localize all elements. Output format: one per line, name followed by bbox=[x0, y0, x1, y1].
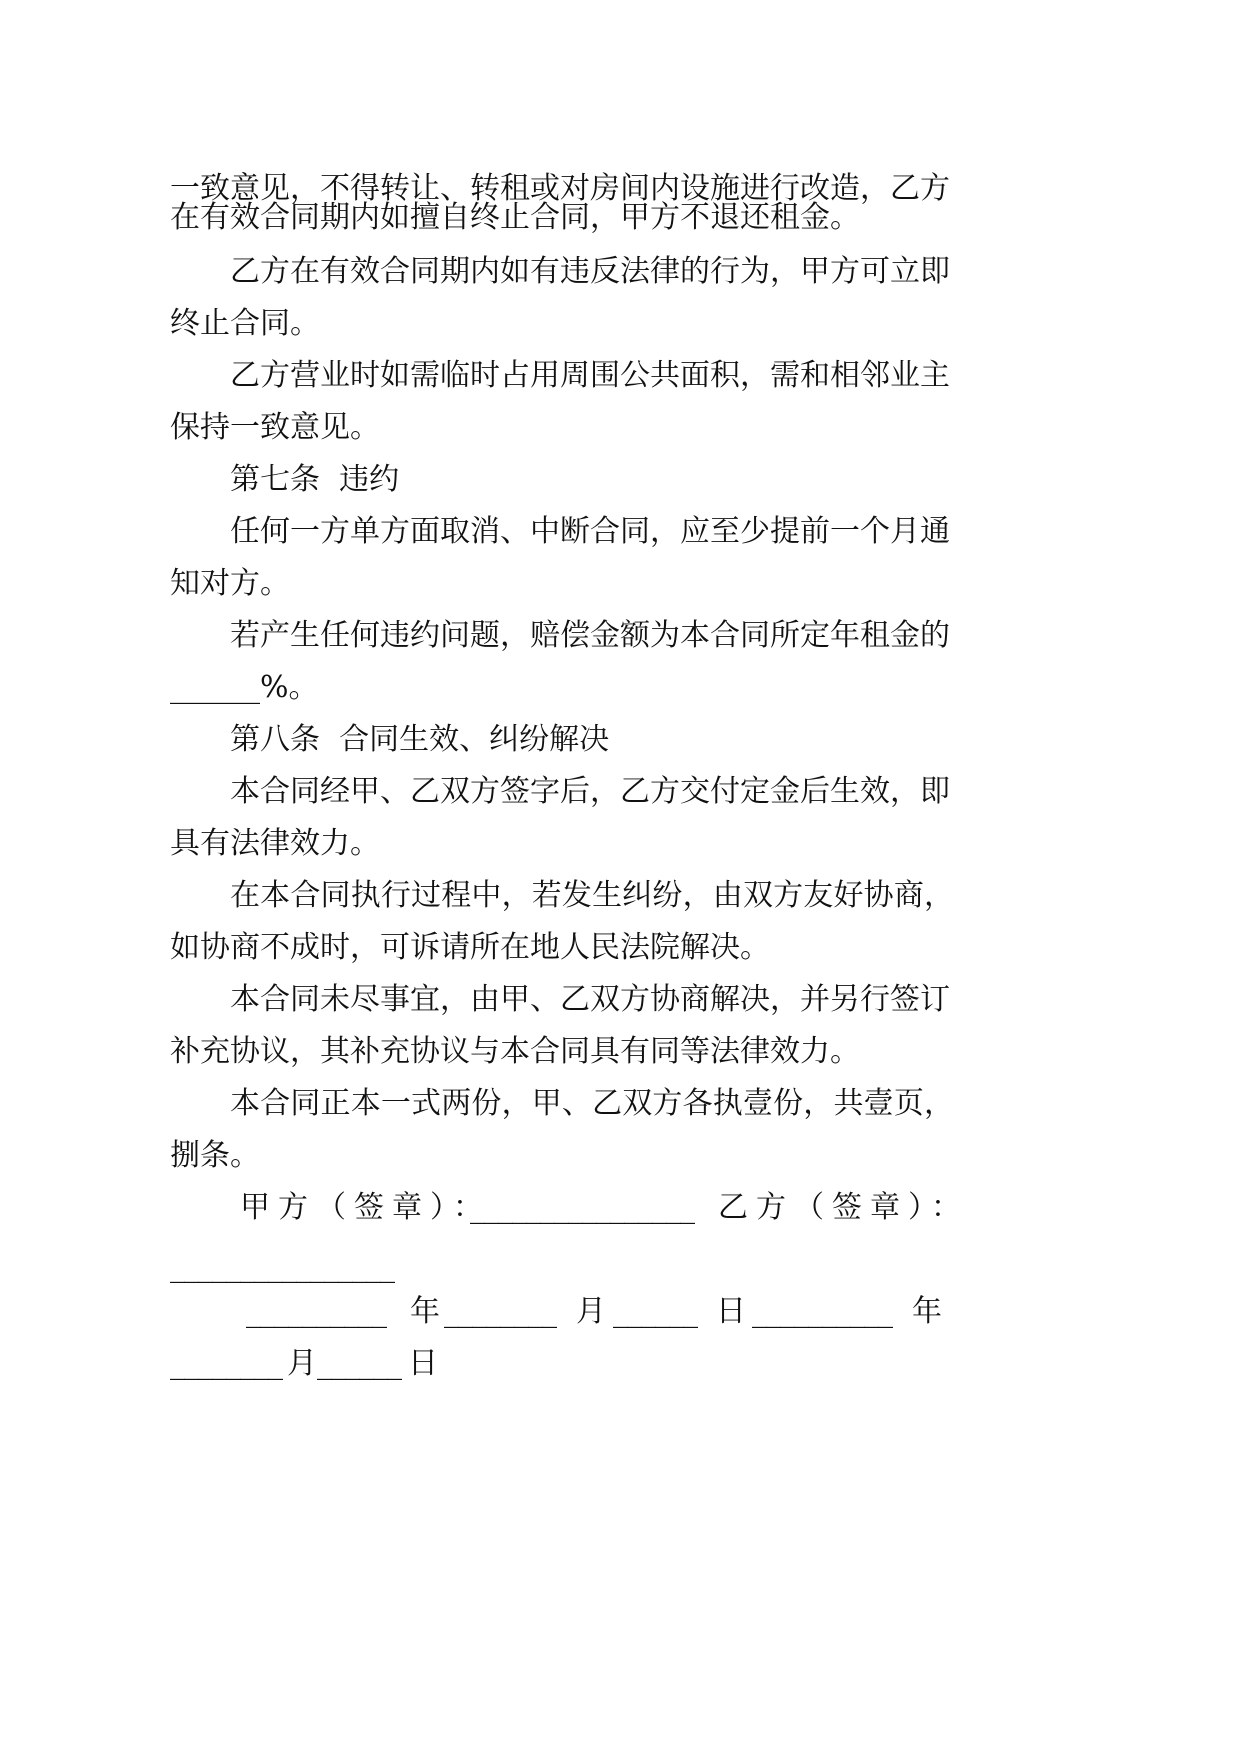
article-heading-text: 第七条 违约 bbox=[230, 462, 400, 497]
party-b-year-label: 年 bbox=[912, 1294, 942, 1329]
text-line bbox=[0, 1023, 1241, 1081]
party-b-month-label: 月 bbox=[287, 1346, 317, 1381]
text-line bbox=[0, 815, 1241, 873]
text-line bbox=[0, 919, 1241, 977]
text-line-content: 知对方。 bbox=[170, 566, 290, 601]
text-line-content: 本合同正本一式两份，甲、乙双方各执壹份，共壹页， bbox=[230, 1086, 954, 1121]
text-line-content: 捌条。 bbox=[170, 1138, 260, 1173]
text-line-content: 具有法律效力。 bbox=[170, 826, 380, 861]
party-a-month-label: 月 bbox=[576, 1294, 606, 1329]
text-line-content: 若产生任何违约问题，赔偿金额为本合同所定年租金的 bbox=[230, 618, 950, 653]
party-b-year-blank: __________ bbox=[752, 1294, 892, 1329]
article-heading bbox=[0, 451, 1241, 509]
text-line bbox=[0, 971, 1241, 1029]
party-b-signature-blank: ________________ bbox=[170, 1249, 394, 1284]
party-a-day-blank: ______ bbox=[613, 1294, 697, 1329]
text-line bbox=[0, 555, 1241, 613]
text-line-content: 乙方在有效合同期内如有违反法律的行为，甲方可立即 bbox=[230, 254, 950, 289]
text-line bbox=[0, 867, 1241, 925]
text-line-content: 一致意见，不得转让、转租或对房间内设施进行改造，乙方 bbox=[170, 171, 950, 206]
date-line-continued bbox=[0, 1335, 1241, 1393]
text-line-content: 补充协议，其补充协议与本合同具有同等法律效力。 bbox=[170, 1034, 860, 1069]
text-line-content: 在有效合同期内如擅自终止合同，甲方不退还租金。 bbox=[170, 200, 860, 235]
article-heading bbox=[0, 711, 1241, 769]
text-line-content: 乙方营业时如需临时占用周围公共面积，需和相邻业主 bbox=[230, 358, 950, 393]
text-line-content: 任何一方单方面取消、中断合同，应至少提前一个月通 bbox=[230, 514, 950, 549]
text-line bbox=[0, 347, 1241, 405]
text-line-content: 保持一致意见。 bbox=[170, 410, 380, 445]
text-line bbox=[0, 503, 1241, 561]
text-line bbox=[0, 1075, 1241, 1133]
text-line-content: 在本合同执行过程中，若发生纠纷，由双方友好协商， bbox=[230, 878, 954, 913]
party-a-signature-label: 甲方（签章）： bbox=[240, 1190, 491, 1225]
date-line bbox=[0, 1283, 1241, 1341]
party-a-year-blank: __________ bbox=[246, 1294, 386, 1329]
signature-line bbox=[0, 1179, 1241, 1237]
percentage-blank: ______%。 bbox=[170, 670, 319, 705]
party-a-year-label: 年 bbox=[410, 1294, 440, 1329]
party-a-day-label: 日 bbox=[716, 1294, 746, 1329]
article-heading-text: 第八条 合同生效、纠纷解决 bbox=[230, 722, 610, 757]
text-line-content: 本合同经甲、乙双方签字后，乙方交付定金后生效，即 bbox=[230, 774, 950, 809]
party-a-signature-blank: ________________ bbox=[470, 1190, 694, 1225]
text-line bbox=[0, 243, 1241, 301]
text-line bbox=[0, 399, 1241, 457]
text-line-content: 终止合同。 bbox=[170, 306, 320, 341]
text-line bbox=[0, 295, 1241, 353]
text-line bbox=[0, 607, 1241, 665]
party-a-month-blank: ________ bbox=[444, 1294, 556, 1329]
party-b-signature-label: 乙方（签章）： bbox=[718, 1190, 969, 1225]
text-line bbox=[0, 659, 1241, 717]
text-line-content: 本合同未尽事宜，由甲、乙双方协商解决，并另行签订 bbox=[230, 982, 950, 1017]
text-line-content: 如协商不成时，可诉请所在地人民法院解决。 bbox=[170, 930, 770, 965]
text-line bbox=[0, 189, 1241, 247]
party-b-day-blank: ______ bbox=[317, 1346, 401, 1381]
text-line bbox=[0, 763, 1241, 821]
party-b-day-label: 日 bbox=[408, 1346, 438, 1381]
text-line bbox=[0, 1127, 1241, 1185]
party-b-month-blank: ________ bbox=[170, 1346, 282, 1381]
